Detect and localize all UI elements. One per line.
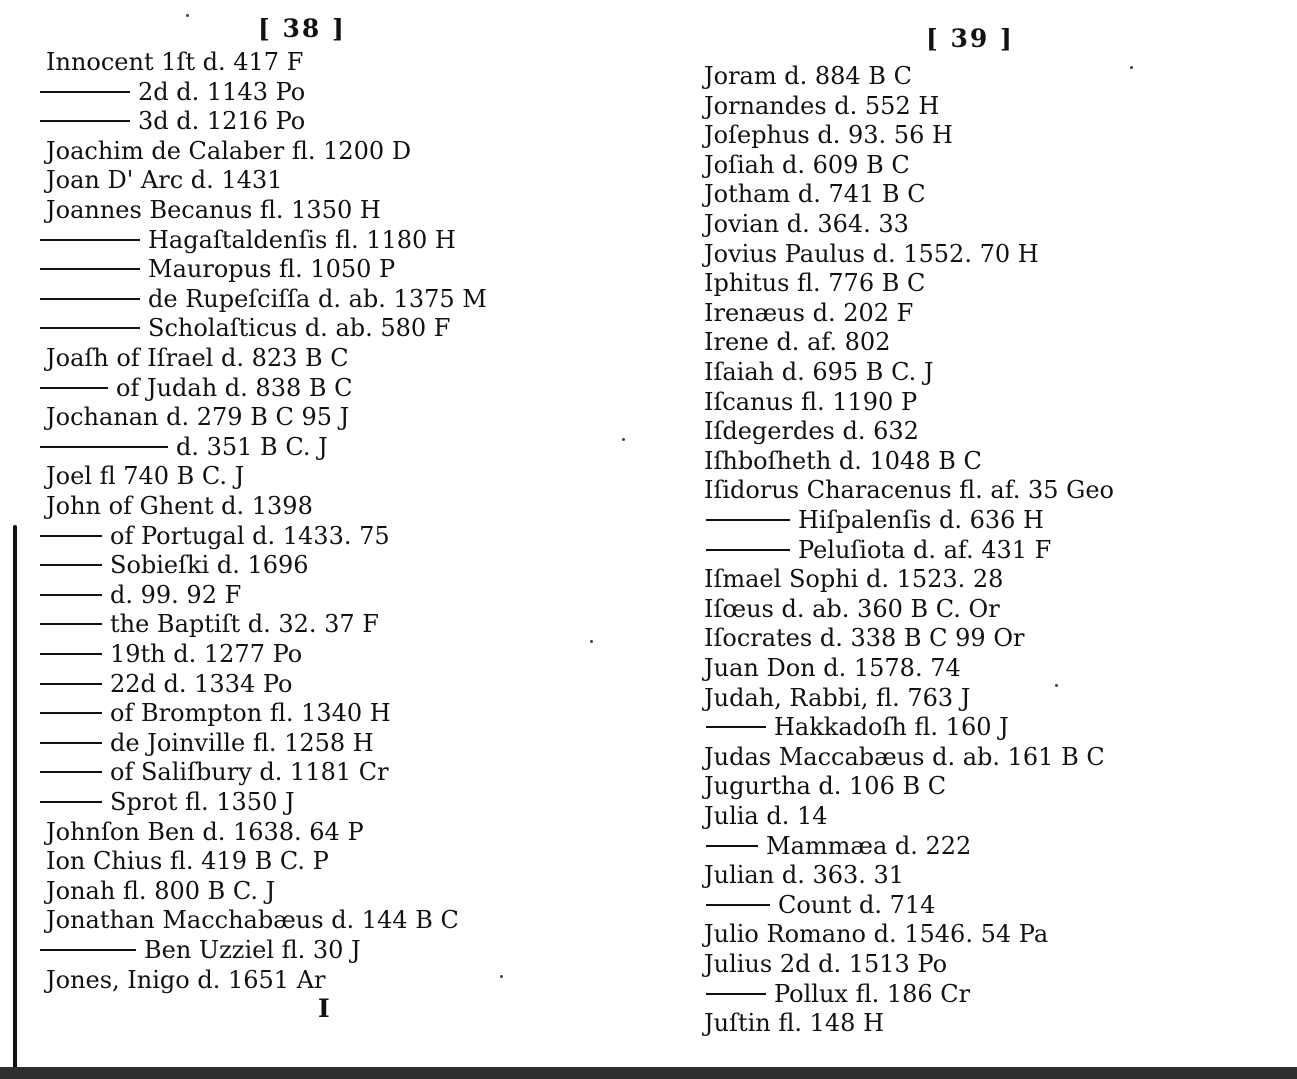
entry-text: Joſiah d. 609 B C xyxy=(704,151,910,179)
speck xyxy=(1130,66,1133,69)
entry-text: de Joinville fl. 1258 H xyxy=(110,729,374,757)
speck xyxy=(500,975,503,978)
entry-text: Hiſpalenſis d. 636 H xyxy=(798,506,1044,534)
index-entry xyxy=(46,403,349,432)
entry-text: Mauropus fl. 1050 P xyxy=(148,255,396,283)
entry-text: Jovius Paulus d. 1552. 70 H xyxy=(704,240,1039,268)
entry-text: Peluſiota d. af. 431 F xyxy=(798,536,1052,564)
index-entry xyxy=(40,670,292,699)
index-entry xyxy=(704,180,926,209)
viewer-bottom-bar xyxy=(0,1067,1297,1079)
index-entry xyxy=(704,62,912,91)
index-entry xyxy=(40,729,374,758)
entry-text: the Baptiſt d. 32. 37 F xyxy=(110,610,379,638)
index-entry xyxy=(40,107,305,136)
index-entry xyxy=(46,137,411,166)
index-entry xyxy=(706,891,935,920)
ditto-dash xyxy=(40,239,140,241)
entry-text: Iſmael Sophi d. 1523. 28 xyxy=(704,565,1004,593)
index-entry xyxy=(46,48,303,77)
entry-text: of Brompton fl. 1340 H xyxy=(110,699,391,727)
entry-text: of Judah d. 838 B C xyxy=(116,374,353,402)
ditto-dash xyxy=(706,993,766,995)
ditto-dash xyxy=(40,535,102,537)
index-entry xyxy=(40,551,309,580)
index-entry xyxy=(40,374,352,403)
entry-text: 3d d. 1216 Po xyxy=(138,107,306,135)
entry-text: Jonah fl. 800 B C. J xyxy=(46,877,276,905)
binding-edge xyxy=(13,525,17,1070)
entry-text: Pollux fl. 186 Cr xyxy=(774,980,971,1008)
index-entry xyxy=(706,506,1044,535)
entry-text: Joram d. 884 B C xyxy=(704,62,912,90)
entry-text: Count d. 714 xyxy=(778,891,936,919)
index-entry xyxy=(704,595,1000,624)
index-entry xyxy=(706,536,1051,565)
entry-text: Joſephus d. 93. 56 H xyxy=(704,121,953,149)
entry-text: de Rupeſciſſa d. ab. 1375 M xyxy=(148,285,487,313)
index-entry xyxy=(40,610,379,639)
right-page-number: [ 39 ] xyxy=(926,24,1014,53)
entry-text: Joachim de Calaber fl. 1200 D xyxy=(46,137,412,165)
entry-text: of Portugal d. 1433. 75 xyxy=(110,522,390,550)
index-entry xyxy=(704,1009,884,1038)
ditto-dash xyxy=(40,742,102,744)
entry-text: Mammæa d. 222 xyxy=(766,832,972,860)
entry-text: Johnſon Ben d. 1638. 64 P xyxy=(46,818,364,846)
entry-text: Iſœus d. ab. 360 B C. Or xyxy=(704,595,1000,623)
entry-text: Ben Uzziel fl. 30 J xyxy=(144,936,361,964)
speck xyxy=(622,438,625,441)
index-entry xyxy=(704,565,1003,594)
index-entry xyxy=(40,640,302,669)
entry-text: Scholaſticus d. ab. 580 F xyxy=(148,314,451,342)
entry-text: Julia d. 14 xyxy=(704,802,828,830)
ditto-dash xyxy=(40,387,108,389)
index-entry xyxy=(704,772,946,801)
index-entry xyxy=(46,818,364,847)
ditto-dash xyxy=(40,683,102,685)
index-entry xyxy=(704,92,939,121)
entry-text: Jones, Inigo d. 1651 Ar xyxy=(46,966,326,994)
index-entry xyxy=(40,78,305,107)
ditto-dash xyxy=(40,623,102,625)
entry-text: Sobieſki d. 1696 xyxy=(110,551,309,579)
index-entry xyxy=(704,151,910,180)
ditto-dash xyxy=(40,268,140,270)
index-entry xyxy=(40,314,450,343)
ditto-dash xyxy=(40,801,102,803)
entry-text: Jotham d. 741 B C xyxy=(704,180,926,208)
entry-text: Innocent 1ſt d. 417 F xyxy=(46,48,304,76)
index-entry xyxy=(704,388,917,417)
speck xyxy=(590,640,593,643)
ditto-dash xyxy=(40,446,168,448)
speck xyxy=(1055,684,1058,687)
entry-text: 2d d. 1143 Po xyxy=(138,78,306,106)
entry-text: Iſdegerdes d. 632 xyxy=(704,417,919,445)
left-page-number: [ 38 ] xyxy=(258,14,346,43)
entry-text: d. 351 B C. J xyxy=(176,433,328,461)
index-entry xyxy=(704,861,904,890)
entry-text: Joaſh of Iſrael d. 823 B C xyxy=(46,344,349,372)
index-entry xyxy=(46,847,329,876)
index-entry xyxy=(46,877,275,906)
ditto-dash xyxy=(40,949,136,951)
index-entry xyxy=(704,743,1105,772)
ditto-dash xyxy=(706,549,790,551)
index-entry xyxy=(40,788,295,817)
index-entry xyxy=(40,522,390,551)
index-entry xyxy=(704,328,890,357)
ditto-dash xyxy=(40,91,130,93)
entry-text: Irenæus d. 202 F xyxy=(704,299,914,327)
signature-mark: I xyxy=(318,994,330,1023)
entry-text: Irene d. af. 802 xyxy=(704,328,891,356)
ditto-dash xyxy=(706,519,790,521)
entry-text: Jovian d. 364. 33 xyxy=(704,210,909,238)
index-entry xyxy=(706,832,971,861)
entry-text: Juſtin fl. 148 H xyxy=(704,1009,884,1037)
ditto-dash xyxy=(40,327,140,329)
index-entry xyxy=(40,255,395,284)
ditto-dash xyxy=(706,726,766,728)
index-entry xyxy=(704,624,1024,653)
index-entry xyxy=(704,358,933,387)
entry-text: 22d d. 1334 Po xyxy=(110,670,293,698)
entry-text: Iſidorus Characenus fl. af. 35 Geo xyxy=(704,476,1114,504)
entry-text: Julio Romano d. 1546. 54 Pa xyxy=(704,920,1049,948)
entry-text: Juan Don d. 1578. 74 xyxy=(704,654,961,682)
ditto-dash xyxy=(40,712,102,714)
entry-text: Iſcanus fl. 1190 P xyxy=(704,388,918,416)
entry-text: of Saliſbury d. 1181 Cr xyxy=(110,758,389,786)
entry-text: Iſhboſheth d. 1048 B C xyxy=(704,447,982,475)
index-entry xyxy=(704,950,947,979)
entry-text: Iſocrates d. 338 B C 99 Or xyxy=(704,624,1025,652)
index-entry xyxy=(704,920,1048,949)
index-entry xyxy=(706,713,1009,742)
index-entry xyxy=(704,802,828,831)
entry-text: Joannes Becanus fl. 1350 H xyxy=(46,196,381,224)
index-entry xyxy=(704,121,953,150)
index-entry xyxy=(704,240,1039,269)
index-entry xyxy=(46,492,313,521)
index-entry xyxy=(704,269,925,298)
entry-text: Judah, Rabbi, fl. 763 J xyxy=(704,684,971,712)
index-entry xyxy=(40,699,391,728)
entry-text: Hagaſtaldenſis fl. 1180 H xyxy=(148,226,456,254)
ditto-dash xyxy=(40,653,102,655)
ditto-dash xyxy=(40,564,102,566)
index-entry xyxy=(40,936,361,965)
index-entry xyxy=(704,476,1114,505)
entry-text: John of Ghent d. 1398 xyxy=(46,492,313,520)
entry-text: Hakkadoſh fl. 160 J xyxy=(774,713,1009,741)
index-entry xyxy=(46,196,381,225)
entry-text: Jugurtha d. 106 B C xyxy=(704,772,947,800)
ditto-dash xyxy=(40,120,130,122)
entry-text: Ion Chius fl. 419 B C. P xyxy=(46,847,329,875)
index-entry xyxy=(46,344,349,373)
index-entry xyxy=(40,758,389,787)
ditto-dash xyxy=(706,845,758,847)
index-entry xyxy=(706,980,970,1009)
entry-text: 19th d. 1277 Po xyxy=(110,640,303,668)
index-entry xyxy=(46,166,283,195)
entry-text: Sprot fl. 1350 J xyxy=(110,788,295,816)
entry-text: Julian d. 363. 31 xyxy=(704,861,905,889)
index-entry xyxy=(46,462,244,491)
entry-text: Joel fl 740 B C. J xyxy=(46,462,245,490)
index-entry xyxy=(46,966,326,995)
ditto-dash xyxy=(40,594,102,596)
index-entry xyxy=(46,906,459,935)
speck xyxy=(186,14,189,17)
index-entry xyxy=(704,299,913,328)
index-entry xyxy=(704,654,961,683)
entry-text: Julius 2d d. 1513 Po xyxy=(704,950,948,978)
index-entry xyxy=(40,285,487,314)
ditto-dash xyxy=(706,904,770,906)
entry-text: Jornandes d. 552 H xyxy=(704,92,940,120)
entry-text: d. 99. 92 F xyxy=(110,581,242,609)
entry-text: Iſaiah d. 695 B C. J xyxy=(704,358,934,386)
entry-text: Jonathan Macchabæus d. 144 B C xyxy=(46,906,459,934)
entry-text: Joan D' Arc d. 1431 xyxy=(46,166,283,194)
entry-text: Jochanan d. 279 B C 95 J xyxy=(46,403,350,431)
ditto-dash xyxy=(40,771,102,773)
index-entry xyxy=(40,433,328,462)
index-entry xyxy=(40,226,456,255)
index-entry xyxy=(704,684,970,713)
index-entry xyxy=(704,447,982,476)
ditto-dash xyxy=(40,298,140,300)
index-entry xyxy=(704,210,909,239)
entry-text: Judas Maccabæus d. ab. 161 B C xyxy=(704,743,1105,771)
index-entry xyxy=(704,417,919,446)
index-entry xyxy=(40,581,241,610)
entry-text: Iphitus fl. 776 B C xyxy=(704,269,926,297)
